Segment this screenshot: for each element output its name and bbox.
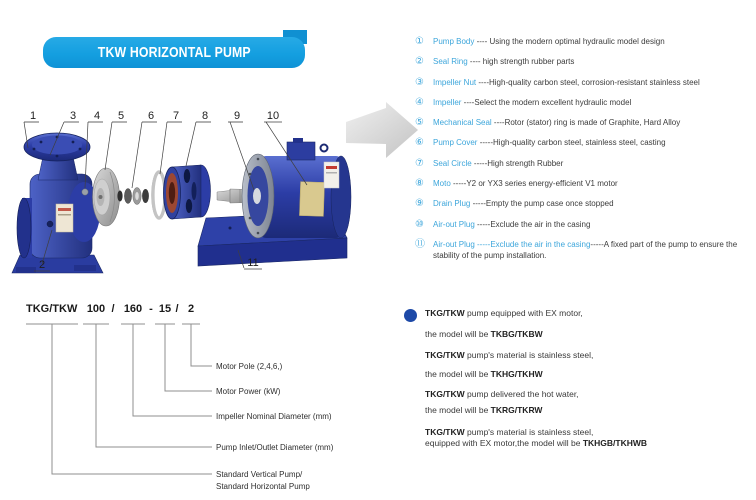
- part-desc: ----High-quality carbon steel, corrosion-resistant stainless steel: [476, 77, 700, 87]
- part-desc: ---- Using the modern optimal hydraulic model design: [474, 37, 665, 46]
- part-number-badge: ①: [415, 36, 424, 47]
- part-desc-blue: -----Exclude the air in the casing: [474, 239, 591, 249]
- part-item: [415, 56, 751, 67]
- note-line: [425, 329, 756, 340]
- note-line: [425, 350, 756, 361]
- motor-nameplate: [299, 182, 324, 217]
- model-label-series-1: Standard Vertical Pump/: [216, 470, 303, 479]
- note-text: pump's material is stainless steel,: [464, 427, 594, 437]
- note-text: the model will be: [425, 405, 491, 415]
- model-label-inlet: Pump Inlet/Outlet Diameter (mm): [216, 443, 334, 452]
- lifting-eye-icon: [321, 145, 328, 152]
- drain-plug: [47, 221, 53, 227]
- callout-7: 7: [172, 110, 180, 122]
- note-text: equipped with EX motor,the model will be: [425, 438, 583, 448]
- part-number-badge: ④: [415, 96, 424, 108]
- part-item: [415, 36, 751, 47]
- note-text: pump equipped with EX motor,: [464, 308, 583, 318]
- variant-notes: [404, 308, 756, 449]
- callout-10: 10: [266, 110, 280, 122]
- part-name: Impeller Nut: [433, 77, 477, 87]
- part-number-badge: ⑤: [415, 117, 424, 129]
- note-model-code: TKBG/TKBW: [490, 329, 543, 339]
- bullet-icon: [404, 309, 417, 322]
- part-name: Seal Ring: [433, 57, 468, 67]
- mechanical-seal-group: [117, 188, 149, 205]
- note-bold: TKG/TKW: [425, 350, 465, 360]
- part-item: [415, 198, 751, 209]
- callout-9: 9: [233, 110, 241, 122]
- note-text: the model will be: [425, 329, 491, 339]
- model-label-series-2: Standard Horizontal Pump: [216, 482, 310, 491]
- note-line: [425, 405, 756, 416]
- part-item: [415, 117, 751, 128]
- note-bold: TKG/TKW: [425, 308, 465, 318]
- page-title: TKW HORIZONTAL PUMP: [97, 44, 251, 61]
- part-number-badge: ②: [415, 56, 424, 68]
- model-segment-pole: 2: [187, 303, 195, 315]
- callout-2: 2: [38, 259, 46, 271]
- model-separator: /: [175, 303, 179, 315]
- part-desc: -----High strength Rubber: [471, 158, 564, 168]
- part-desc: ----Rotor (stator) ring is made of Graphite, Hard Alloy: [491, 118, 681, 128]
- model-label-power: Motor Power (kW): [216, 387, 281, 396]
- model-segment-power: 15: [158, 303, 172, 315]
- part-number-badge: ⑪: [415, 238, 425, 250]
- part-desc: -----Exclude the air in the casing: [474, 219, 591, 229]
- part-desc: -----A fixed part of the pump to ensure the stability of the pump installation.: [433, 239, 738, 260]
- callout-8: 8: [201, 110, 209, 122]
- part-name: Drain Plug: [433, 199, 471, 209]
- pump-cover-group: [164, 165, 211, 219]
- part-name: Air-out Plug: [433, 219, 475, 229]
- note-text: pump's material is stainless steel,: [464, 350, 594, 360]
- model-separator: -: [149, 303, 153, 315]
- part-desc: -----Empty the pump case once stopped: [470, 199, 614, 209]
- title-banner: [43, 37, 305, 68]
- part-name: Moto: [433, 179, 451, 189]
- impeller-nut: [82, 189, 88, 195]
- callout-6: 6: [147, 110, 155, 122]
- part-desc: -----Y2 or YX3 series energy-efficient V1 motor: [450, 179, 618, 189]
- part-item: [415, 239, 751, 261]
- impeller-group: [93, 168, 120, 226]
- parts-list: [415, 36, 751, 270]
- part-desc: ----Select the modern excellent hydraulic model: [461, 97, 632, 107]
- part-number-badge: ⑦: [415, 157, 424, 169]
- note-model-code: TKHG/TKHW: [490, 369, 543, 379]
- part-number-badge: ⑨: [415, 198, 424, 210]
- pump-body-group: [12, 133, 103, 273]
- suction-flange: [17, 198, 31, 258]
- note-line: [425, 369, 756, 380]
- part-number-badge: ③: [415, 76, 424, 88]
- part-item: [415, 219, 751, 230]
- note-text: pump delivered the hot water,: [464, 389, 579, 399]
- model-label-impeller: Impeller Nominal Diameter (mm): [216, 412, 332, 421]
- model-label-pole: Motor Pole (2,4,6,): [216, 362, 283, 371]
- part-item: [415, 158, 751, 169]
- callout-3: 3: [69, 110, 77, 122]
- callout-1: 1: [29, 110, 37, 122]
- note-text: the model will be: [425, 369, 491, 379]
- exploded-pump-diagram: [8, 100, 428, 290]
- part-name: Seal Circle: [433, 158, 472, 168]
- note-model-code: TKRG/TKRW: [490, 405, 543, 415]
- part-number-badge: ⑥: [415, 137, 424, 149]
- note-line: [425, 438, 756, 449]
- part-name: Air-out Plug: [433, 239, 475, 249]
- part-number-badge: ⑩: [415, 218, 424, 230]
- part-item: [415, 97, 751, 108]
- model-separator: /: [111, 303, 115, 315]
- note-line: [425, 389, 756, 400]
- note-bold: TKG/TKW: [425, 389, 465, 399]
- model-code-diagram: [24, 298, 359, 498]
- part-name: Mechanical Seal: [433, 118, 492, 128]
- note-line: [425, 308, 756, 319]
- part-desc: -----High-quality carbon steel, stainless steel, casting: [477, 138, 666, 148]
- callout-11: 11: [247, 257, 259, 269]
- model-segment-inlet: 100: [86, 303, 106, 315]
- callout-5: 5: [117, 110, 125, 122]
- note-bold: TKG/TKW: [425, 427, 465, 437]
- part-item: [415, 77, 751, 88]
- part-item: [415, 137, 751, 148]
- model-segment-impeller: 160: [123, 303, 143, 315]
- model-segment-series: TKG/TKW: [26, 303, 78, 315]
- part-name: Impeller: [433, 97, 462, 107]
- part-item: [415, 178, 751, 189]
- right-arrow-icon: [346, 102, 418, 158]
- part-desc: ---- high strength rubber parts: [467, 57, 575, 67]
- part-name: Pump Cover: [433, 138, 478, 148]
- note-model-code: TKHGB/TKHWB: [582, 438, 648, 448]
- part-number-badge: ⑧: [415, 178, 424, 190]
- callout-4: 4: [93, 110, 101, 122]
- note-line: [425, 427, 756, 438]
- motor-label-sticker: [324, 162, 339, 188]
- part-name: Pump Body: [433, 37, 475, 46]
